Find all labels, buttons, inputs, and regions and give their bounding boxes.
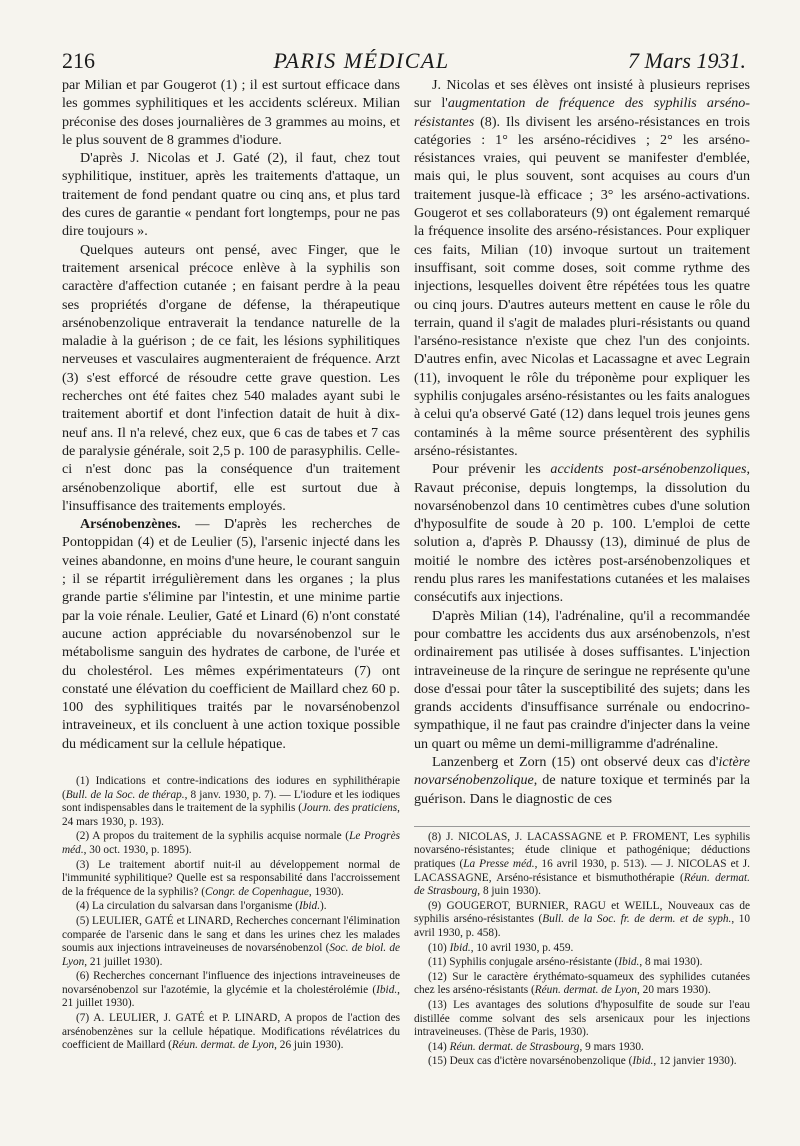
- paragraph: D'après J. Nicolas et J. Gaté (2), il faut, chez tout syphilitique, instituer, après les traitements d'attaque, un traitement de fond pendant quatre ou cinq ans, et plus tard des cures de garantie « pendant fort longtemps, pour ne pas dire toujours ».: [62, 150, 400, 240]
- footnote: (8) J. NICOLAS, J. LACASSAGNE et P. FROMENT, Les syphilis novarséno-résistantes; étude clinique et pathogénique; déductions pratiques (La Presse méd., 16 avril 1930, p. 513). — J. NICOLAS et J. LACASSAGNE, Arséno-résistance et bismuthothérapie (Réun. dermat. de Strasbourg, 8 juin 1930).: [414, 830, 750, 898]
- right-column: [414, 76, 750, 1070]
- footnote: (10) Ibid., 10 avril 1930, p. 459.: [428, 941, 574, 954]
- running-header: [62, 48, 746, 76]
- section-heading: Arsénobenzènes.: [80, 516, 181, 533]
- footnote: (6) Recherches concernant l'influence des injections intraveineuses de novarsénobenzol sur l'azotémie, la glycémie et la cholestérolémie (Ibid., 21 juillet 1930).: [62, 970, 400, 1010]
- paragraph: Quelques auteurs ont pensé, avec Finger, que le traitement arsenical précoce enlève à la syphilis son caractère d'affection cutanée ; en faisant perdre à la peau ses propriétés d'organe de défense, la thérapeutique arsénobenzolique entraverait la tendance naturelle de la maladie à la guérison ; de ce fait, les lésions syphilitiques nerveuses et vasculaires augmenteraient de fréquence. Arzt (3) s'est efforcé de résoudre cette grave question. Les recherches ont été faites chez 540 malades ayant subi le traitement abortif et dont l'infection datait de huit à dix-neuf ans. Il n'a relevé, chez eux, que 6 cas de tabes et 7 cas de paralysie générale, soit 2,5 p. 100 de parasyphilis. Celle-ci n'est donc pas la conséquence d'un traitement arsénobenzolique abortif, elle est surtout due à l'insuffisance des traitements employés.: [62, 241, 400, 514]
- paragraph: Arsénobenzènes. — D'après les recherches de Pontoppidan (4) et de Leulier (5), l'arsenic injecté dans les veines abandonne, en moins d'une heure, le courant sanguin ; il se répartit irrégulièrement dans les organes ; la plus grande partie s'élimine par l'intestin, et une minime partie par la voie rénale. Leulier, Gaté et Linard (6) n'ont constaté aucune action appréciable du novarsénobenzol sur le métabolisme sanguin des hydrates de carbone, de l'urée et du cholestérol. Les mêmes expérimentateurs (7) ont constaté une élévation du coefficient de Maillard chez 60 p. 100 des syphilitiques traités par le novarsénobenzol intraveineux, et ils concluent à une action toxique possible du médicament sur la cellule hépatique.: [62, 516, 400, 752]
- right-body: [414, 76, 750, 808]
- left-body: [62, 76, 400, 753]
- footnote: (12) Sur le caractère érythémato-squameux des syphilides cutanées chez les arséno-résistants (Réun. dermat. de Lyon, 20 mars 1930).: [414, 970, 750, 997]
- issue-date: 7 Mars 1931.: [628, 48, 746, 73]
- footnote: (5) LEULIER, GATÉ et LINARD, Recherches concernant l'élimination comparée de l'arsenic dans le sang et dans les urines chez les malades soumis aux injections intraveineuses de novarsénobenzol (Soc. de biol. de Lyon, 21 juillet 1930).: [62, 914, 400, 968]
- paragraph: Lanzenberg et Zorn (15) ont observé deux cas d'ictère novarsénobenzolique, de nature toxique et terminés par la guérison. Dans le diagnostic de ces: [414, 753, 750, 807]
- footnote: (1) Indications et contre-indications des iodures en syphilithérapie (Bull. de la Soc. de thérap., 8 janv. 1930, p. 7). — L'iodure et les iodiques sont indispensables dans le traitement de la syphilis (Journ. des praticiens, 24 mars 1930, p. 193).: [62, 774, 400, 828]
- right-footnotes: [414, 826, 750, 1069]
- footnote: (9) GOUGEROT, BURNIER, RAGU et WEILL, Nouveaux cas de syphilis arséno-résistantes (Bull. de la Soc. fr. de derm. et de syph., 10 avril 1930, p. 458).: [414, 899, 751, 940]
- footnote: (7) A. LEULIER, J. GATÉ et P. LINARD, A propos de l'action des arsénobenzènes sur la cellule hépatique. Modifications révélatrices du coefficient de Maillard (Réun. dermat. de Lyon, 26 juin 1930).: [62, 1012, 400, 1052]
- footnote: (14) Réun. dermat. de Strasbourg, 9 mars 1930.: [428, 1040, 644, 1053]
- footnote: (2) A propos du traitement de la syphilis acquise normale (Le Progrès méd., 30 oct. 1930, p. 1895).: [62, 830, 400, 856]
- footnote: (15) Deux cas d'ictère novarsénobenzolique (Ibid., 12 janvier 1930).: [428, 1055, 737, 1068]
- left-footnotes: [62, 775, 400, 1053]
- footnote: (3) Le traitement abortif nuit-il au développement normal de l'immunité syphilitique? Quelle est sa responsabilité dans l'accroissement de la fréquence de la syphilis? (Congr. de Copenhague, 1930).: [62, 858, 400, 898]
- paragraph: par Milian et par Gougerot (1) ; il est surtout efficace dans les gommes syphilitiques et les accidents scléreux. Milian préconise des doses journalières de 3 grammes au moins, et le plus souvent de 8 grammes d'iodure.: [62, 77, 400, 148]
- journal-title: PARIS MÉDICAL: [273, 48, 450, 73]
- page-number: 216: [62, 48, 95, 73]
- paragraph: Pour prévenir les accidents post-arsénobenzoliques, Ravaut préconise, depuis longtemps, la dissolution du novarsénobenzol dans 10 centimètres cubes d'une solution d'hyposulfite de soude à 20 p. 100. L'emploi de cette solution a, d'après P. Dhaussy (13), diminué de plus de moitié le nombre des ictères post-arsénobenzoliques et rendu plus rares les manifestations cutanées et les malaises consécutifs aux injections.: [414, 461, 750, 606]
- footnote: (11) Syphilis conjugale arséno-résistante (Ibid., 8 mai 1930).: [428, 956, 703, 969]
- footnote: (4) La circulation du salvarsan dans l'organisme (Ibid.).: [76, 900, 327, 913]
- left-column: [62, 76, 400, 1054]
- paragraph: D'après Milian (14), l'adrénaline, qu'il a recommandée pour combattre les accidents dus aux arsénobenzols, n'est ordinairement pas utilisée à doses suffisantes. L'injection intraveineuse de la rinçure de seringue ne représente qu'une dose d'essai pour tâter la susceptibilité des sujets; dans les grands accidents d'insuffisance surrénale ou endocrino-sympathique, il ne faut pas craindre d'injecter dans la veine un quart ou même un demi-milligramme d'adrénaline.: [414, 607, 750, 752]
- paragraph: J. Nicolas et ses élèves ont insisté à plusieurs reprises sur l'augmentation de fréquence des syphilis arséno-résistantes (8). Ils divisent les arséno-résistances en trois catégories : 1° les arséno-récidives ; 2° les arséno-résistances vraies, qui peuvent se manifester d'emblée, mais qui, le plus souvent, sont acquises au cours d'un traitement jusque-là efficace ; 3° les arséno-activations. Gougerot et ses collaborateurs (9) ont également remarqué la fréquence insolite des arséno-résistances. Pour expliquer ces faits, Milian (10) invoque surtout un traitement insuffisant, soit comme doses, soit comme rythme des injections, lesquelles doivent être répétées tous les quatre ou cinq jours. D'autres auteurs mettent en cause le rôle du terrain, quand il s'agit de malades pluri-résistants ou quand l'arséno-resistance n'existe que chez l'un des conjoints. D'autres enfin, avec Nicolas et Lacassagne et avec Legrain (11), invoquent le rôle du tréponème pour expliquer les syphilis conjugales arséno-résistantes ou les faits analogues à celui qu'a observé Gaté (12) dans lequel trois jeunes gens contaminés à la même source présentèrent des syphilis arséno-résistantes.: [414, 77, 750, 459]
- footnote: (13) Les avantages des solutions d'hyposulfite de soude sur l'eau distillée comme solvant des sels arsenicaux pour les injections intraveineuses. (Thèse de Paris, 1930).: [414, 999, 750, 1039]
